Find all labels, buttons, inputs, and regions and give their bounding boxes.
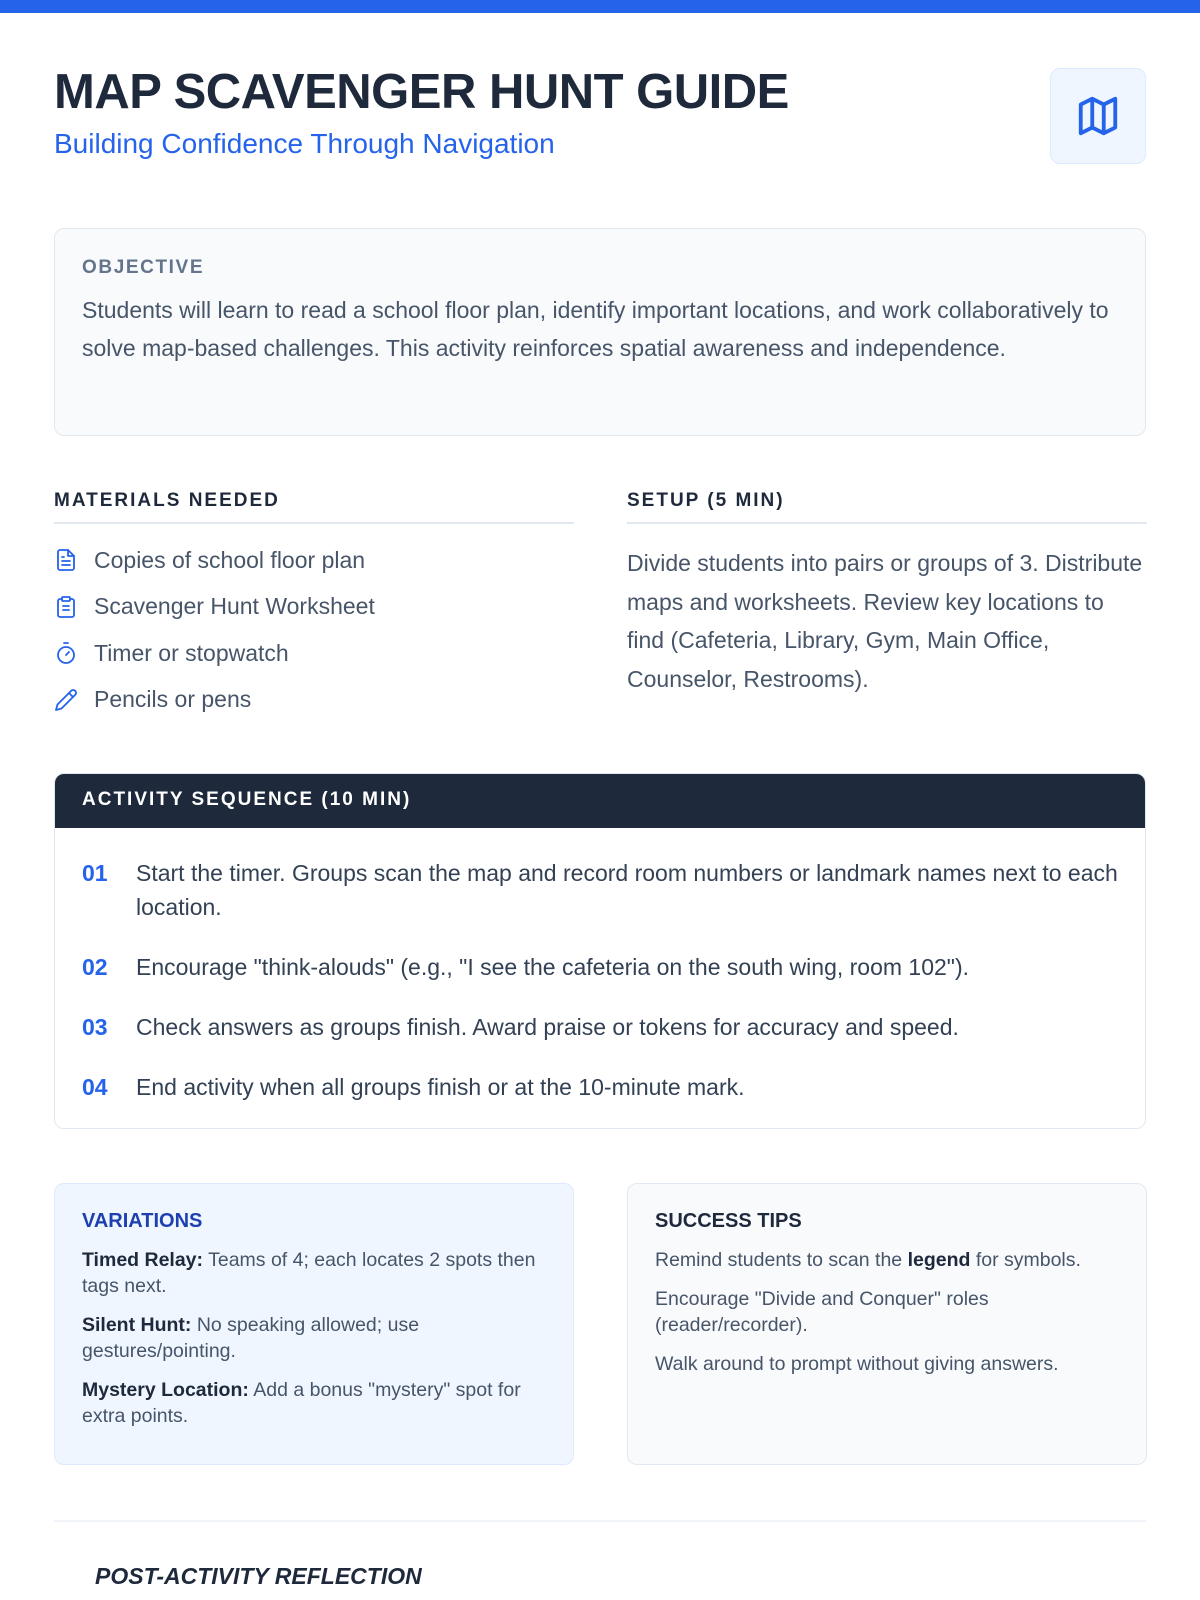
page-header bbox=[54, 66, 1146, 166]
variation-item bbox=[82, 1312, 546, 1364]
materials-list bbox=[54, 544, 574, 716]
success-tips-card bbox=[627, 1183, 1147, 1465]
activity-card bbox=[54, 773, 1146, 1129]
setup-heading: SETUP (5 MIN) bbox=[627, 490, 1147, 524]
objective-label: OBJECTIVE bbox=[82, 257, 205, 278]
objective-card bbox=[54, 228, 1146, 436]
top-accent-bar bbox=[0, 0, 1200, 13]
tip-emphasis: legend bbox=[907, 1249, 971, 1271]
variation-name: Silent Hunt: bbox=[82, 1314, 192, 1336]
step-number: 04 bbox=[82, 1074, 108, 1100]
activity-steps bbox=[55, 828, 1145, 1104]
step-text: Start the timer. Groups scan the map and record room numbers or landmark names next to each location. bbox=[136, 860, 1118, 920]
step-number: 01 bbox=[82, 860, 108, 886]
reflection-heading: POST-ACTIVITY REFLECTION bbox=[95, 1563, 422, 1589]
map-icon bbox=[1075, 93, 1121, 139]
list-item bbox=[54, 637, 574, 669]
variation-name: Timed Relay: bbox=[82, 1249, 204, 1271]
variations-card bbox=[54, 1183, 574, 1465]
tip-text: for symbols. bbox=[970, 1249, 1081, 1271]
material-label: Timer or stopwatch bbox=[94, 639, 289, 666]
setup-text: Divide students into pairs or groups of 3. Distribute maps and worksheets. Review key locations to find (Cafeteria, Library, Gym, Main Office, Counselor, Restrooms). bbox=[627, 550, 1143, 692]
pencil-icon bbox=[54, 688, 78, 712]
material-label: Scavenger Hunt Worksheet bbox=[94, 593, 375, 619]
tip-item: Encourage "Divide and Conquer" roles (reader/recorder). bbox=[655, 1288, 989, 1336]
list-item bbox=[54, 684, 574, 716]
map-logo bbox=[1050, 68, 1146, 164]
variation-text: Teams of 4; each locates 2 spots then tags next. bbox=[82, 1249, 536, 1297]
success-tips-title: SUCCESS TIPS bbox=[655, 1210, 802, 1232]
step-text: End activity when all groups finish or at the 10-minute mark. bbox=[136, 1074, 745, 1100]
materials-section bbox=[54, 490, 574, 730]
variation-name: Mystery Location: bbox=[82, 1379, 249, 1401]
step-text: Encourage "think-alouds" (e.g., "I see the cafeteria on the south wing, room 102"). bbox=[136, 954, 970, 980]
list-item bbox=[54, 544, 574, 576]
list-item bbox=[82, 1010, 1118, 1044]
material-label: Copies of school floor plan bbox=[94, 546, 366, 573]
timer-icon bbox=[54, 641, 78, 665]
list-item bbox=[82, 950, 1118, 984]
page-subtitle: Building Confidence Through Navigation bbox=[54, 127, 555, 159]
material-label: Pencils or pens bbox=[94, 686, 252, 712]
variations-title: VARIATIONS bbox=[82, 1210, 203, 1232]
list-item bbox=[82, 1070, 1118, 1104]
variation-text: No speaking allowed; use gestures/pointing. bbox=[82, 1314, 420, 1362]
activity-heading: ACTIVITY SEQUENCE (10 MIN) bbox=[55, 774, 1145, 828]
materials-heading: MATERIALS NEEDED bbox=[54, 490, 574, 524]
tip-item bbox=[655, 1247, 1119, 1273]
page-title: MAP SCAVENGER HUNT GUIDE bbox=[54, 65, 789, 119]
step-number: 02 bbox=[82, 954, 108, 980]
setup-section bbox=[627, 490, 1147, 698]
clipboard-icon bbox=[54, 595, 78, 619]
variation-item bbox=[82, 1377, 546, 1429]
step-number: 03 bbox=[82, 1014, 108, 1040]
tip-text: Remind students to scan the bbox=[655, 1249, 908, 1271]
section-divider bbox=[54, 1520, 1146, 1522]
document-icon bbox=[54, 548, 78, 572]
step-text: Check answers as groups finish. Award praise or tokens for accuracy and speed. bbox=[136, 1014, 959, 1040]
tip-item: Walk around to prompt without giving answers. bbox=[655, 1353, 1059, 1375]
variation-text: Add a bonus "mystery" spot for extra points. bbox=[82, 1379, 521, 1427]
variation-item bbox=[82, 1247, 546, 1299]
list-item bbox=[54, 591, 574, 623]
objective-text: Students will learn to read a school floor plan, identify important locations, and work collaboratively to solve map-based challenges. This activity reinforces spatial awareness and independence. bbox=[82, 297, 1109, 361]
list-item bbox=[82, 856, 1118, 924]
